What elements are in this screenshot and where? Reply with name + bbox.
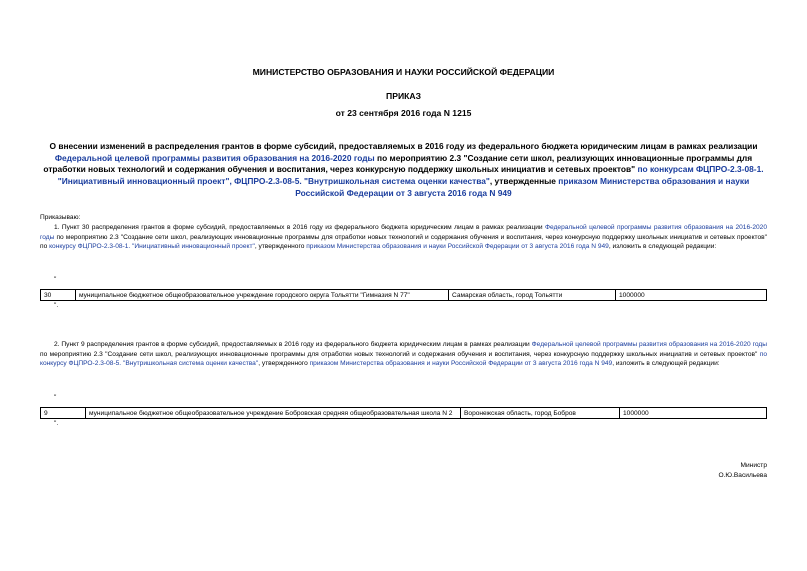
item-2-text-4: , изложить в следующей редакции: <box>612 360 720 367</box>
item-2-link-program[interactable]: Федеральной целевой программы развития образования на 2016-2020 годы <box>531 341 768 348</box>
row-amount: 1000000 <box>620 408 767 419</box>
row-number: 30 <box>41 290 76 301</box>
item-2-link-contest[interactable]: по конкурсу ФЦПРО-2.3-08-5. "Внутришкольная система оценки качества" <box>40 350 767 367</box>
doc-type: ПРИКАЗ <box>386 91 421 101</box>
item-1-text-1: 1. Пункт 30 распределения грантов в форме субсидий, предоставляемых в 2016 году из федерального бюджета юридическим лицам в рамках реализации <box>54 224 546 231</box>
document-heading <box>40 141 767 200</box>
heading-text-3: , утвержденные <box>489 176 559 187</box>
heading-link-program[interactable]: Федеральной целевой программы развития образования на 2016-2020 годы <box>54 152 375 163</box>
heading-text-1: О внесении изменений в распределения грантов в форме субсидий, предоставляемых в 2016 году из федерального бюджета юридическим лицам в рамках реализации <box>49 141 758 151</box>
item-2-quote-close: ". <box>54 420 59 427</box>
ministry-title: МИНИСТЕРСТВО ОБРАЗОВАНИЯ И НАУКИ РОССИЙСКОЙ ФЕДЕРАЦИИ <box>252 67 555 77</box>
row-organization: муниципальное бюджетное общеобразовательное учреждение городского округа Тольятти "Гимназия N 77" <box>76 290 449 301</box>
item-1-link-program[interactable]: Федеральной целевой программы развития образования на 2016-2020 годы <box>40 224 767 241</box>
item-2-text-3: , утвержденного <box>258 360 310 367</box>
signature-title: Министр <box>740 462 767 469</box>
row-number: 9 <box>41 408 86 419</box>
row-amount: 1000000 <box>616 290 767 301</box>
item-2-link-order[interactable]: приказом Министерства образования и науки Российской Федерации от 3 августа 2016 года N 949 <box>309 360 613 367</box>
item-2-paragraph <box>40 340 767 369</box>
item-1-text-3: , утвержденного <box>254 243 307 250</box>
item-1-link-contest[interactable]: конкурсу ФЦПРО-2.3-08-1. "Инициативный инновационный проект" <box>49 243 255 250</box>
row-organization: муниципальное бюджетное общеобразовательное учреждение Бобровская средняя общеобразовательная школа N 2 <box>86 408 461 419</box>
signature-block <box>718 461 767 481</box>
heading-link-contests[interactable]: по конкурсам ФЦПРО-2.3-08-1. "Инициативный инновационный проект", ФЦПРО-2.3-08-5. "Внутришкольная система оценки качества" <box>57 164 764 187</box>
order-word: Приказываю: <box>40 214 81 221</box>
date-number: от 23 сентября 2016 года N 1215 <box>335 108 472 118</box>
item-2-table <box>40 407 767 419</box>
item-2-quote-open: " <box>54 394 57 401</box>
item-1-text-2: по мероприятию 2.3 "Создание сети школ, реализующих инновационные программы для отработки новых технологий и содержания обучения и воспитания, через конкурсную поддержку школьных инициатив и сетевых проектов" по <box>40 233 767 250</box>
item-1-quote-close: ". <box>54 302 59 309</box>
heading-text-2: по мероприятию 2.3 "Создание сети школ, реализующих инновационные программы для отработки новых технологий и содержания обучения и воспитания, через конкурсную поддержку школьных инициатив и сетевых проектов" <box>43 152 753 175</box>
item-1-link-order[interactable]: приказом Министерства образования и науки Российской Федерации от 3 августа 2016 года N 949 <box>306 243 609 250</box>
table-row <box>41 408 767 419</box>
row-location: Воронежская область, город Бобров <box>461 408 620 419</box>
signature-name: О.Ю.Васильева <box>718 472 767 479</box>
item-2-text-1: 2. Пункт 9 распределения грантов в форме субсидий, предоставляемых в 2016 году из федерального бюджета юридическим лицам в рамках реализации <box>54 341 532 348</box>
item-1-quote-open: " <box>54 276 57 283</box>
item-1-text-4: , изложить в следующей редакции: <box>608 243 717 250</box>
item-2-text-2: по мероприятию 2.3 "Создание сети школ, реализующих инновационные программы для отработки новых технологий и содержания обучения и воспитания, через конкурсную поддержку школьных инициатив и сетевых проектов" <box>40 350 760 358</box>
item-1-table <box>40 289 767 301</box>
table-row <box>41 290 767 301</box>
item-1-paragraph <box>40 223 767 252</box>
heading-link-order[interactable]: приказом Министерства образования и науки Российской Федерации от 3 августа 2016 года N 949 <box>295 176 750 198</box>
row-location: Самарская область, город Тольятти <box>449 290 616 301</box>
